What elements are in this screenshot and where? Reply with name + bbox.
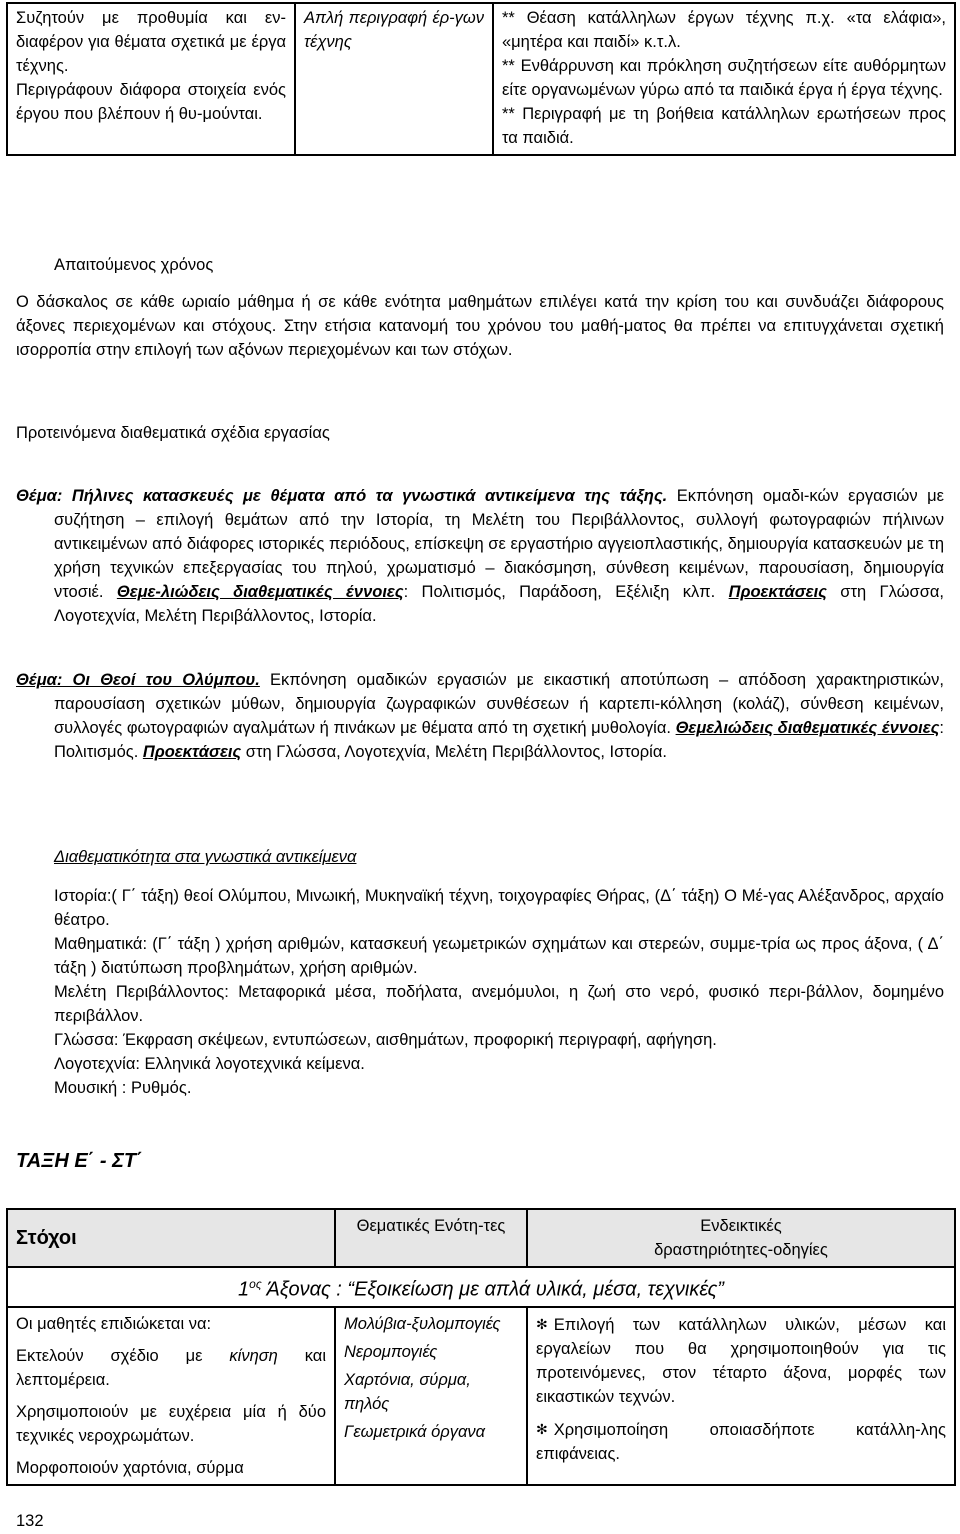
header-activities-line2: δραστηριότητες-οδηγίες <box>654 1241 828 1259</box>
topic-item: Χαρτόνια, σύρμα, πηλός <box>344 1370 471 1413</box>
top-topic: Απλή περιγραφή έρ-γων τέχνης <box>304 9 484 51</box>
cross-environment: Μελέτη Περιβάλλοντος: Μεταφορικά μέσα, ποδήλατα, ανεμόμυλοι, η ζωή στο νερό, φυσικό περι-βάλλον, δομημένο περιβάλλον. <box>54 983 944 1025</box>
axis-number: 1 <box>238 1278 250 1301</box>
theme2-paragraph <box>16 668 944 764</box>
plans-heading: Προτεινόμενα διαθεματικά σχέδια εργασίας <box>16 424 330 442</box>
top-table-col-activities <box>493 3 955 155</box>
activity-item: ✻ Χρησιμοποίηση οποιασδήποτε κατάλλη-λης επιφάνειας. <box>536 1420 946 1463</box>
theme1-concepts: : Πολιτισμός, Παράδοση, Εξέλιξη κλπ. <box>403 583 729 601</box>
cross-language: Γλώσσα: Έκφραση σκέψεων, εντυπώσεων, αισθημάτων, προφορική περιγραφή, αφήγηση. <box>54 1031 717 1049</box>
time-body: Ο δάσκαλος σε κάθε ωριαίο μάθημα ή σε κάθε ενότητα μαθημάτων επιλέγει κατά την κρίση του και συνδυάζει διάφορους άξονες περιεχομένων και στόχους. Στην ετήσια κατανομή του χρόνου του μαθή-ματος θα πρέπει να επιτυγχάνεται σχετική ισορροπία στην επιλογή των αξόνων περιεχομένων και των στόχων. <box>16 293 944 359</box>
bottom-table <box>6 1208 956 1486</box>
theme2-title: Θέμα: Οι Θεοί του Ολύμπου. <box>16 671 260 689</box>
cross-history: Ιστορία:( Γ΄ τάξη) θεοί Ολύμπου, Μινωική, Μυκηναϊκή τέχνη, τοιχογραφίες Θήρας, (Δ΄ τάξη) Ο Μέ-γας Αλέξανδρος, αρχαίο θέατρο. <box>54 887 944 929</box>
top-activity-1: ** Θέαση κατάλληλων έργων τέχνης π.χ. «τα ελάφια», «μητέρα και παιδί» κ.τ.λ. <box>502 9 946 51</box>
page-number: 132 <box>16 1512 44 1530</box>
asterisk-icon: ✻ <box>536 1315 548 1332</box>
grade-title: ΤΑΞΗ Ε΄ - ΣΤ΄ <box>16 1150 143 1172</box>
theme1-title: Θέμα: Πήλινες κατασκευές με θέματα από τα γνωστικά αντικείμενα της τάξης. <box>16 487 668 505</box>
theme2-extensions: στη Γλώσσα, Λογοτεχνία, Μελέτη Περιβάλλοντος, Ιστορία. <box>241 743 667 761</box>
asterisk-icon: ✻ <box>536 1420 548 1437</box>
cross-list <box>54 884 944 1100</box>
top-goal-2: Περιγράφουν διάφορα στοιχεία ενός έργου που βλέπουν ή θυ-μούνται. <box>16 81 286 123</box>
axis-sup: ος <box>249 1277 262 1291</box>
topic-item: Γεωμετρικά όργανα <box>344 1422 486 1441</box>
header-goals: Στόχοι <box>7 1209 335 1267</box>
topic-item: Μολύβια-ξυλομπογιές <box>344 1314 501 1333</box>
top-table-col-goals <box>7 3 295 155</box>
activity-item: ✻ Επιλογή των κατάλληλων υλικών, μέσων και εργαλείων που θα χρησιμοποιηθούν για τις προτεινόμενες, στον τέταρτο άξονα, μορφές των εικαστικών τεχνών. <box>536 1315 946 1406</box>
time-heading: Απαιτούμενος χρόνος <box>54 256 214 274</box>
cross-music: Μουσική : Ρυθμός. <box>54 1079 192 1097</box>
top-goal-1: Συζητούν με προθυμία και εν-διαφέρον για θέματα σχετικά με έργα τέχνης. <box>16 9 286 75</box>
activities-cell <box>527 1307 955 1485</box>
goal-intro: Οι μαθητές επιδιώκεται να: <box>16 1314 212 1333</box>
cross-heading: Διαθεματικότητα στα γνωστικά αντικείμενα <box>54 848 357 866</box>
theme2-concepts-label: Θεμελιώδεις διαθεματικές έννοιες <box>675 719 940 737</box>
theme1-extensions: στη Γλώσσα, Λογοτεχνία, Μελέτη Περιβάλλοντος, Ιστορία. <box>54 583 944 625</box>
cross-literature: Λογοτεχνία: Ελληνικά λογοτεχνικά κείμενα. <box>54 1055 365 1073</box>
top-activity-3: ** Περιγραφή με τη βοήθεια κατάλληλων ερωτήσεων προς τα παιδιά. <box>502 105 946 147</box>
axis-row <box>7 1267 955 1307</box>
theme2-concepts: : Πολιτισμός. <box>54 719 944 761</box>
cross-math: Μαθηματικά: (Γ΄ τάξη ) χρήση αριθμών, κατασκευή γεωμετρικών σχημάτων και στερεών, συμμε-τρία ως προς άξονα, ( Δ΄ τάξη ) διατύπωση προβλημάτων, χρήση αριθμών. <box>54 935 944 977</box>
theme1-paragraph <box>16 484 944 628</box>
header-activities <box>527 1209 955 1267</box>
header-activities-line1: Ενδεικτικές <box>700 1217 782 1235</box>
topics-cell <box>335 1307 527 1485</box>
goal-item: Εκτελούν σχέδιο με κίνηση και λεπτομέρεια. <box>16 1346 327 1389</box>
theme2-body: Εκπόνηση ομαδικών εργασιών με εικαστική αποτύπωση – απόδοση χαρακτηριστικών, παρουσίαση σχετικών μύθων, δημιουργία ζωγραφικών συνθέσεων ή καρτεπι-κόλληση (κολάζ), σύνθεση κειμένων, συλλογές φωτογραφιών αγαλμάτων ή πινάκων με θέματα από τη σχετική μυθολογία. <box>54 671 944 737</box>
theme1-body: Εκπόνηση ομαδι-κών εργασιών με συζήτηση – επιλογή θεμάτων από την Ιστορία, τη Μελέτη του Περιβάλλοντος, συλλογή φωτογραφιών πήλινων αντικειμένων από διάφορες ιστορικές περιόδους, επίσκεψη σε εργαστήριο αγγειοπλαστικής, δημιουργία κατασκευών με τη χρήση τεχνικών επεξεργασίας του πηλού, χρωματισμό – διακόσμηση, σύνθεση κειμένων, παρουσίαση, δημιουργία ντοσιέ. <box>54 487 944 601</box>
header-topics: Θεματικές Ενότη-τες <box>335 1209 527 1267</box>
goal-item: Χρησιμοποιούν με ευχέρεια μία ή δύο τεχνικές νεροχρωμάτων. <box>16 1402 326 1445</box>
top-activity-2: ** Ενθάρρυνση και πρόκληση συζητήσεων είτε αυθόρμητων είτε οργανωμένων γύρω από τα παιδικά έργα ή έργα τέχνης. <box>502 57 946 99</box>
goals-cell <box>7 1307 335 1485</box>
top-table <box>6 2 956 156</box>
theme2-extensions-label: Προεκτάσεις <box>142 743 242 761</box>
axis-title: Άξονας : “Εξοικείωση με απλά υλικά, μέσα, τεχνικές” <box>266 1278 724 1301</box>
theme1-concepts-label: Θεμε-λιώδεις διαθεματικές έννοιες <box>116 583 404 601</box>
top-table-col-topic <box>295 3 493 155</box>
topic-item: Νερομπογιές <box>344 1342 438 1361</box>
goal-item: Μορφοποιούν χαρτόνια, σύρμα <box>16 1458 244 1477</box>
theme1-extensions-label: Προεκτάσεις <box>728 583 827 601</box>
